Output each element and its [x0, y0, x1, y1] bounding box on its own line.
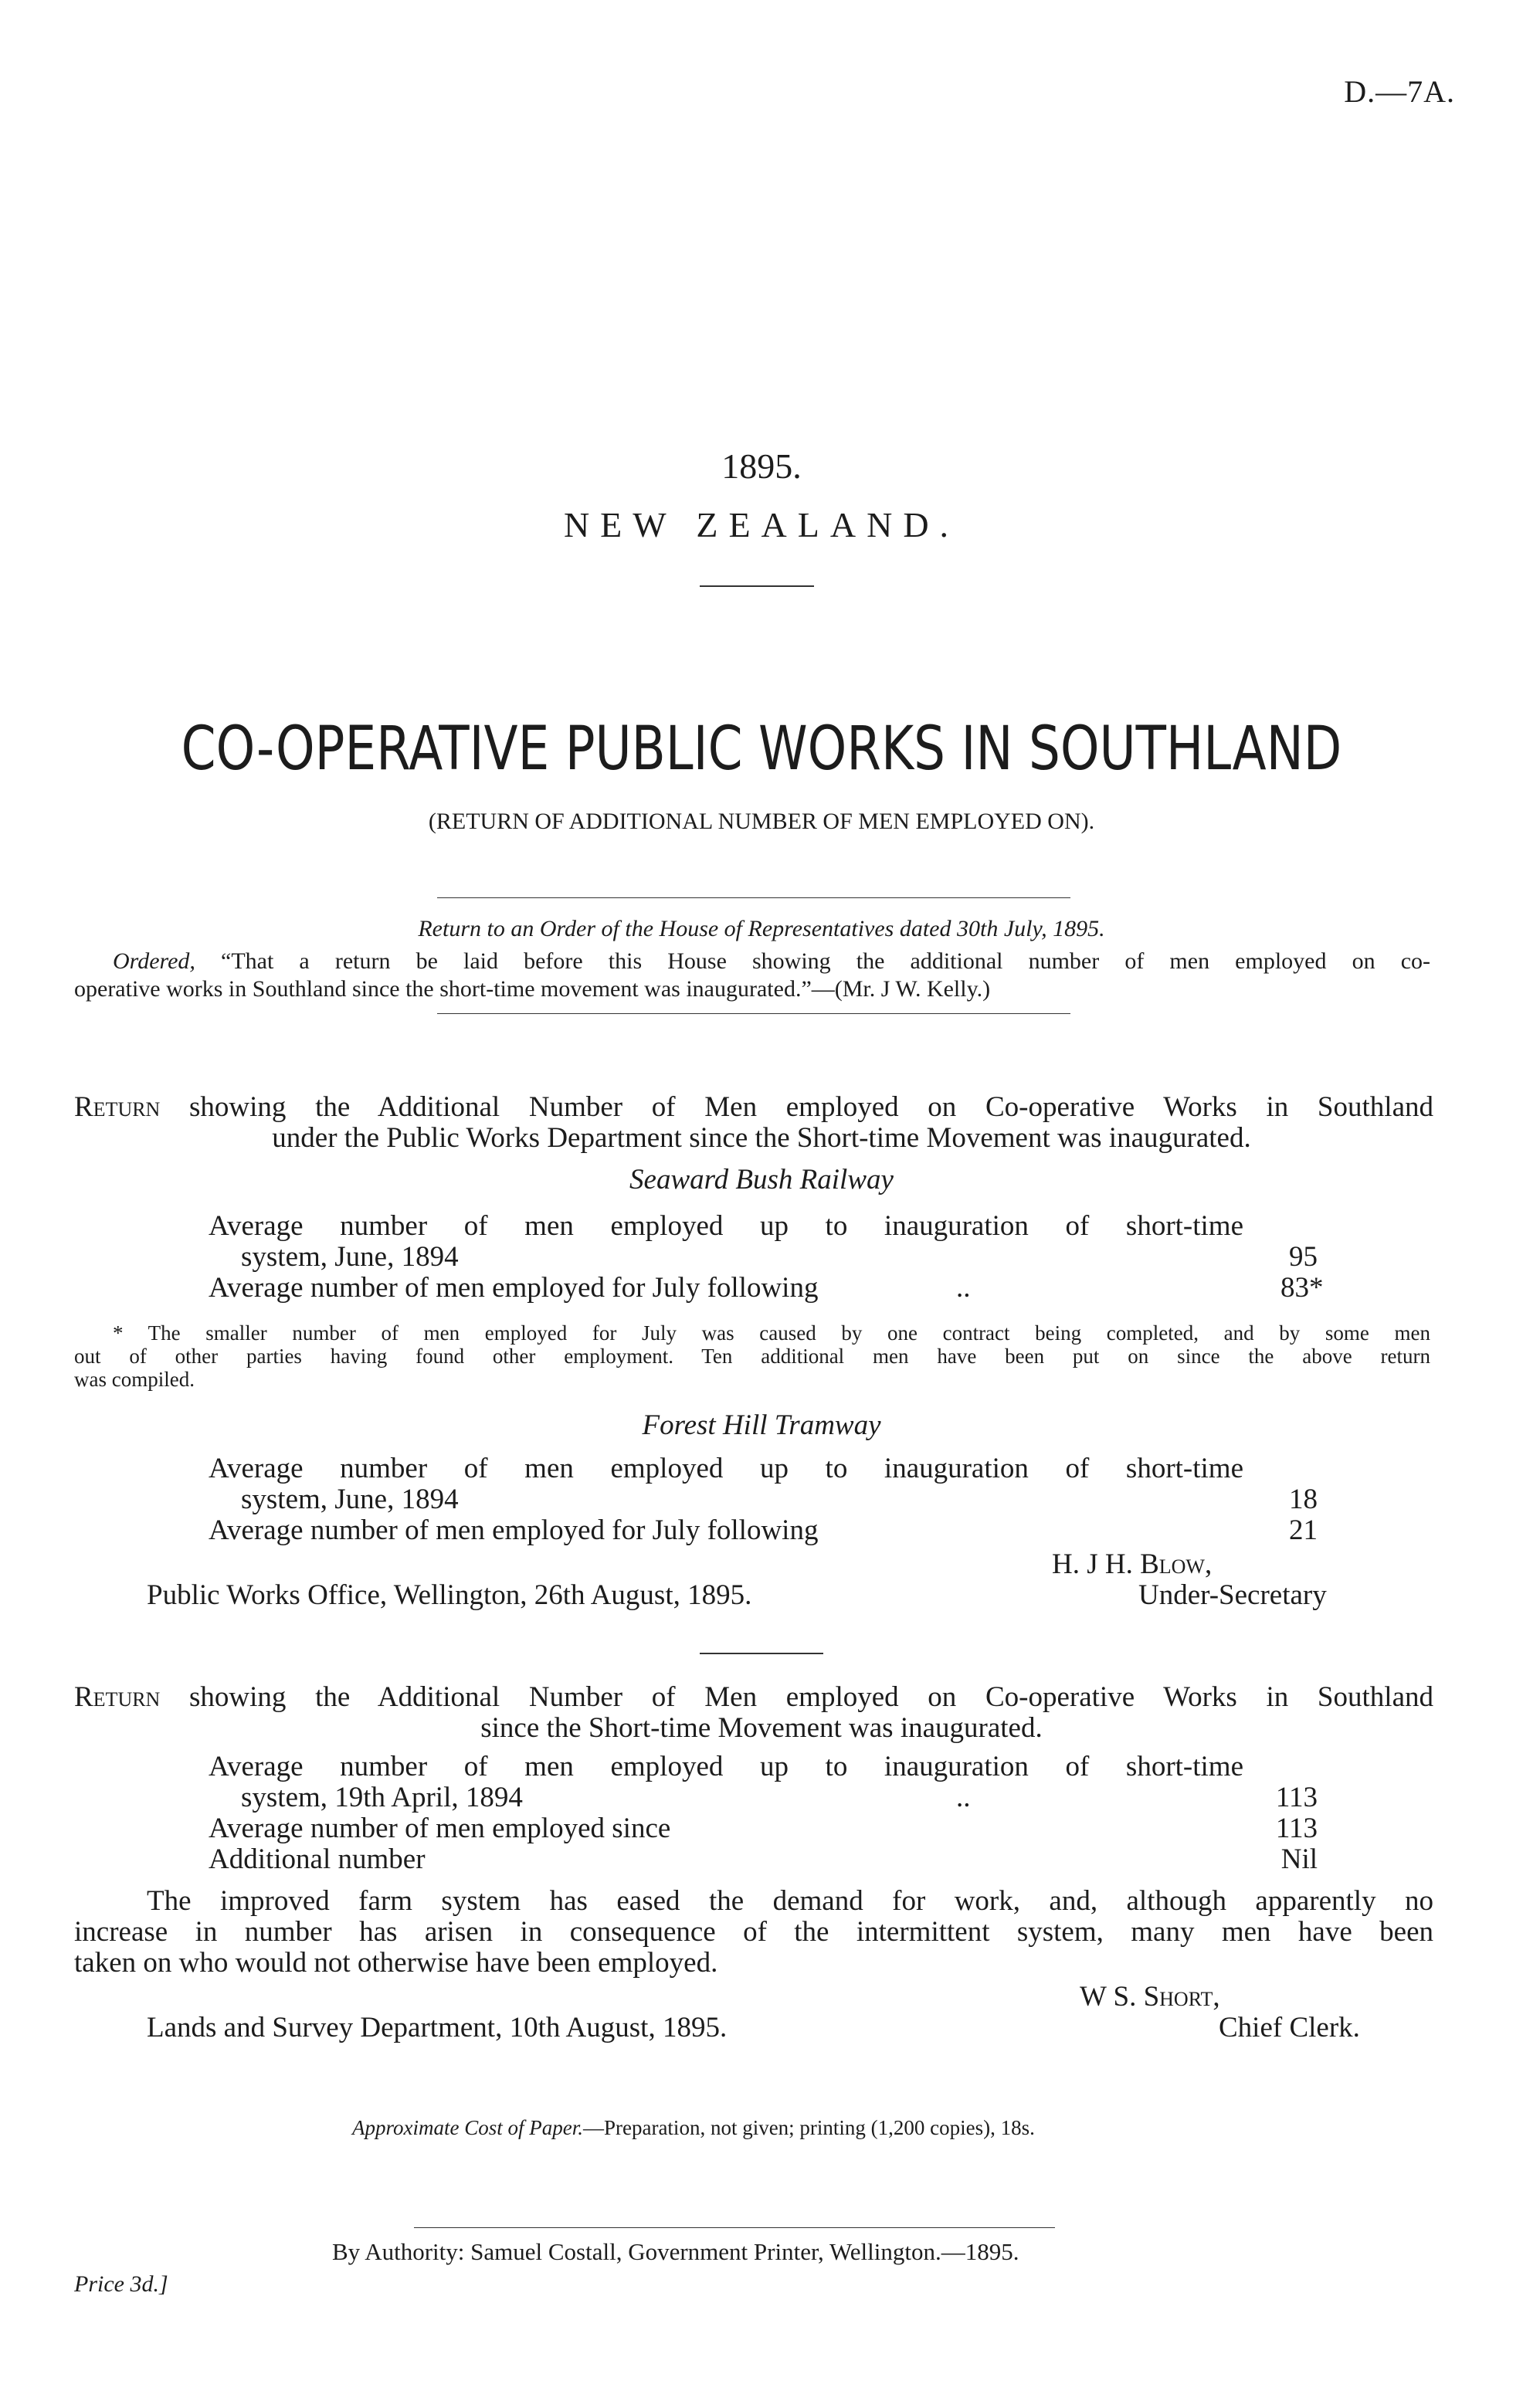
- section-heading-seaward-bush: Seaward Bush Railway: [629, 1164, 894, 1196]
- forest-row-2-label: Average number of men employed for July following: [209, 1514, 819, 1546]
- return1-signatory-title: Under-Secretary: [1138, 1579, 1327, 1611]
- divider: [437, 1013, 1070, 1014]
- cost-text: —Preparation, not given; printing (1,200 copies), 18s.: [582, 2116, 1035, 2139]
- return2-row-2-value: 113: [1275, 1813, 1318, 1844]
- document-reference: D.—7A.: [1344, 74, 1455, 109]
- seaward-row-2-dots: ..: [956, 1272, 971, 1304]
- divider: [700, 1653, 823, 1654]
- return2-row-3-value: Nil: [1280, 1843, 1318, 1875]
- forest-row-1-line-1: Average number of men employed up to inauguration of short-time: [209, 1453, 1243, 1484]
- section-heading-forest-hill: Forest Hill Tramway: [642, 1409, 881, 1441]
- seaward-row-1-value: 95: [1289, 1241, 1318, 1273]
- return1-signatory: H. J H. Blow,: [1052, 1548, 1213, 1580]
- seaward-row-2-value: 83*: [1280, 1272, 1324, 1304]
- return2-signatory: W S. Short,: [1080, 1981, 1220, 2013]
- divider: [437, 897, 1070, 898]
- order-text-line-1: [113, 948, 1430, 975]
- country: NEW ZEALAND.: [563, 505, 960, 544]
- return2-row-1-dots: ..: [956, 1782, 971, 1813]
- return1-heading-text: showing the Additional Number of Men employed on Co-operative Works in Southland: [189, 1091, 1433, 1123]
- return-lead: Return: [74, 1681, 161, 1713]
- return2-heading-line-1: [74, 1682, 1433, 1713]
- return2-row-1-value: 113: [1275, 1782, 1318, 1813]
- return2-paragraph-line-1: The improved farm system has eased the demand for work, and, although apparently no: [147, 1885, 1433, 1917]
- page-subtitle: (RETURN OF ADDITIONAL NUMBER OF MEN EMPLOYED ON).: [428, 809, 1095, 834]
- seaward-row-1-line-2: system, June, 1894: [241, 1241, 459, 1273]
- order-quote-start: “That a return be laid before this House showing the additional number of men employed on co-: [221, 948, 1430, 974]
- ordered-word: Ordered,: [113, 948, 195, 974]
- return2-row-2-label: Average number of men employed since: [209, 1813, 671, 1844]
- return2-signatory-title: Chief Clerk.: [1219, 2012, 1360, 2043]
- price: Price 3d.]: [74, 2271, 168, 2297]
- forest-row-1-line-2: system, June, 1894: [241, 1484, 459, 1515]
- return2-paragraph-line-2: increase in number has arisen in consequence of the intermittent system, many men have been: [74, 1916, 1433, 1948]
- seaward-row-2-label: Average number of men employed for July following: [209, 1272, 819, 1304]
- year: 1895.: [721, 446, 802, 486]
- return2-row-1-line-2: system, 19th April, 1894: [241, 1782, 523, 1813]
- order-text-line-2: operative works in Southland since the short-time movement was inaugurated.”—(Mr. J W. Kelly.): [74, 976, 991, 1002]
- page-title: CO-OPERATIVE PUBLIC WORKS IN SOUTHLAND: [181, 714, 1342, 784]
- return2-row-1-line-1: Average number of men employed up to inauguration of short-time: [209, 1751, 1243, 1782]
- return1-heading-line-2: under the Public Works Department since the Short-time Movement was inaugurated.: [272, 1122, 1251, 1154]
- seaward-row-1-line-1: Average number of men employed up to inauguration of short-time: [209, 1210, 1243, 1242]
- forest-row-2-value: 21: [1289, 1514, 1318, 1546]
- return2-heading-text: showing the Additional Number of Men employed on Co-operative Works in Southland: [189, 1681, 1433, 1713]
- cost-label: Approximate Cost of Paper.: [352, 2116, 583, 2139]
- cost-of-paper: [352, 2116, 1035, 2139]
- return2-row-3-label: Additional number: [209, 1843, 426, 1875]
- return2-paragraph-line-3: taken on who would not otherwise have been employed.: [74, 1947, 718, 1979]
- return1-place-date: Public Works Office, Wellington, 26th August, 1895.: [147, 1579, 752, 1611]
- forest-row-1-value: 18: [1289, 1484, 1318, 1515]
- return2-place-date: Lands and Survey Department, 10th August, 1895.: [147, 2012, 728, 2043]
- order-heading: Return to an Order of the House of Representatives dated 30th July, 1895.: [418, 916, 1105, 941]
- divider: [700, 585, 814, 587]
- return2-heading-line-2: since the Short-time Movement was inaugurated.: [480, 1712, 1043, 1744]
- footnote-line-3: was compiled.: [74, 1368, 195, 1391]
- footnote-line-2: out of other parties having found other employment. Ten additional men have been put on since the above return: [74, 1345, 1430, 1368]
- return1-heading-line-1: [74, 1092, 1433, 1123]
- return-lead: Return: [74, 1091, 161, 1123]
- footnote-line-1: * The smaller number of men employed for July was caused by one contract being completed, and by some men: [113, 1321, 1430, 1345]
- divider: [414, 2227, 1055, 2228]
- printer-authority: By Authority: Samuel Costall, Government Printer, Wellington.—1895.: [332, 2238, 1019, 2265]
